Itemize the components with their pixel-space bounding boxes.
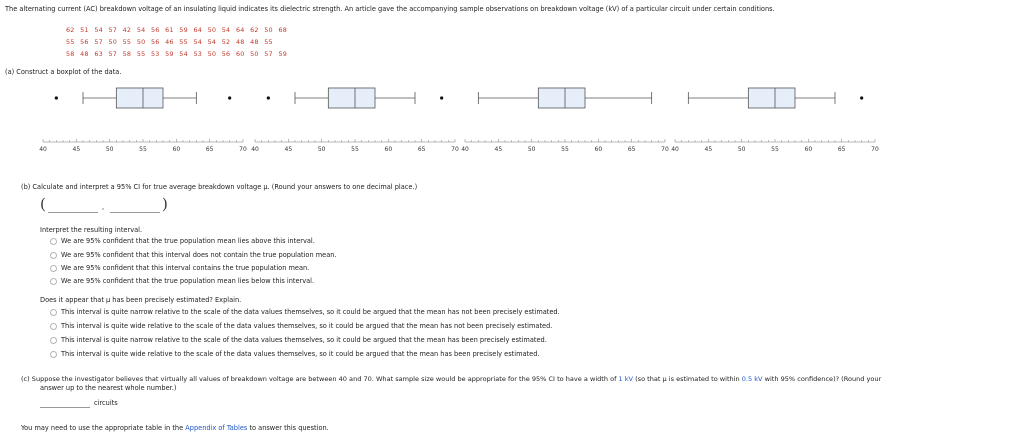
data-row: 58 48 63 57 58 55 53 59 54 53 50 56 60 50 57 59 bbox=[66, 50, 287, 58]
radio-button[interactable] bbox=[50, 323, 57, 330]
ci-close-paren: ) bbox=[162, 195, 168, 213]
outlier-point bbox=[440, 96, 443, 99]
tick-label: 50 bbox=[105, 146, 114, 153]
tick-label: 70 bbox=[871, 146, 879, 153]
part-c-question: (c) Suppose the investigator believes that virtually all values of breakdown voltage are between 40 and 70. What sample size would be appropriate for the 95% CI to have a width of 1 kV (so that μ is estimated to within 0.5 kV with 95% confidence)? (Round your bbox=[21, 375, 882, 383]
box-iqr bbox=[538, 88, 585, 108]
footer-note: You may need to use the appropriate table in the Appendix of Tables to answer this question. bbox=[21, 424, 329, 432]
tick-label: 45 bbox=[494, 146, 503, 153]
boxplot-option-2[interactable] bbox=[252, 72, 462, 162]
tick-label: 45 bbox=[284, 146, 293, 153]
radio-button[interactable] bbox=[50, 309, 57, 316]
tick-label: 70 bbox=[239, 146, 247, 153]
tick-label: 55 bbox=[139, 146, 147, 153]
precise-option-2[interactable]: This interval is quite wide relative to the scale of the data values themselves, so it could be argued that the mean has not been precisely estimated. bbox=[50, 322, 552, 330]
outlier-point bbox=[55, 96, 58, 99]
radio-button[interactable] bbox=[50, 265, 57, 272]
data-row: 62 51 54 57 42 54 56 61 59 64 50 54 64 62 50 68 bbox=[66, 26, 287, 34]
interpret-label: Interpret the resulting interval. bbox=[40, 226, 143, 234]
tick-label: 60 bbox=[172, 146, 181, 153]
tick-label: 65 bbox=[627, 146, 636, 153]
boxplot-option-3[interactable] bbox=[462, 72, 672, 162]
tick-label: 55 bbox=[351, 146, 359, 153]
tick-label: 40 bbox=[461, 146, 469, 153]
radio-button[interactable] bbox=[50, 238, 57, 245]
interpret-option-1[interactable]: We are 95% confident that the true population mean lies above this interval. bbox=[50, 237, 315, 245]
tick-label: 60 bbox=[804, 146, 813, 153]
radio-button[interactable] bbox=[50, 278, 57, 285]
tick-label: 65 bbox=[417, 146, 426, 153]
ci-comma: , bbox=[102, 203, 105, 211]
ci-upper-input[interactable] bbox=[110, 203, 160, 213]
tick-label: 65 bbox=[205, 146, 214, 153]
interpret-option-4[interactable]: We are 95% confident that the true population mean lies below this interval. bbox=[50, 277, 314, 285]
outlier-point bbox=[228, 96, 231, 99]
tick-label: 40 bbox=[251, 146, 259, 153]
interpret-option-2[interactable]: We are 95% confident that this interval does not contain the true population mean. bbox=[50, 251, 337, 259]
within-value: 0.5 kV bbox=[741, 375, 763, 383]
radio-button[interactable] bbox=[50, 351, 57, 358]
part-b-label: (b) Calculate and interpret a 95% CI for true average breakdown voltage μ. (Round your answers to one decimal place.) bbox=[21, 183, 418, 191]
tick-label: 70 bbox=[661, 146, 669, 153]
ci-open-paren: ( bbox=[40, 195, 46, 213]
outlier-point bbox=[860, 96, 863, 99]
box-iqr bbox=[748, 88, 795, 108]
tick-label: 65 bbox=[837, 146, 846, 153]
part-c-instruction: answer up to the nearest whole number.) bbox=[40, 384, 177, 392]
tick-label: 70 bbox=[451, 146, 459, 153]
tick-label: 45 bbox=[704, 146, 713, 153]
tick-label: 40 bbox=[671, 146, 679, 153]
data-row: 55 56 57 50 55 50 56 46 55 54 54 52 48 48 55 bbox=[66, 38, 273, 46]
outlier-point bbox=[267, 96, 270, 99]
boxplot-option-4[interactable] bbox=[672, 72, 882, 162]
precise-option-1[interactable]: This interval is quite narrow relative to the scale of the data values themselves, so it could be argued that the mean has not been precisely estimated. bbox=[50, 308, 560, 316]
tick-label: 55 bbox=[771, 146, 779, 153]
part-a-label: (a) Construct a boxplot of the data. bbox=[5, 68, 122, 76]
precise-option-4[interactable]: This interval is quite wide relative to the scale of the data values themselves, so it could be argued that the mean has been precisely estimated. bbox=[50, 350, 539, 358]
tick-label: 55 bbox=[561, 146, 569, 153]
tick-label: 45 bbox=[72, 146, 81, 153]
tick-label: 50 bbox=[317, 146, 326, 153]
box-iqr bbox=[116, 88, 163, 108]
ci-lower-input[interactable] bbox=[48, 203, 98, 213]
unit-label: circuits bbox=[94, 399, 118, 407]
box-iqr bbox=[328, 88, 375, 108]
tick-label: 60 bbox=[594, 146, 603, 153]
precise-option-3[interactable]: This interval is quite narrow relative to the scale of the data values themselves, so it could be argued that the mean has been precisely estimated. bbox=[50, 336, 547, 344]
problem-intro: The alternating current (AC) breakdown voltage of an insulating liquid indicates its dielectric strength. An article gave the accompanying sample observations on breakdown voltage (kV) of a particular circuit under certain conditions. bbox=[5, 5, 775, 13]
sample-size-input[interactable] bbox=[40, 398, 90, 408]
tick-label: 40 bbox=[39, 146, 47, 153]
appendix-link[interactable]: Appendix of Tables bbox=[185, 424, 248, 432]
tick-label: 50 bbox=[737, 146, 746, 153]
tick-label: 60 bbox=[384, 146, 393, 153]
boxplot-option-1[interactable] bbox=[40, 72, 250, 162]
width-value: 1 kV bbox=[618, 375, 634, 383]
precise-label: Does it appear that μ has been precisely estimated? Explain. bbox=[40, 296, 242, 304]
interpret-option-3[interactable]: We are 95% confident that this interval contains the true population mean. bbox=[50, 264, 309, 272]
radio-button[interactable] bbox=[50, 252, 57, 259]
radio-button[interactable] bbox=[50, 337, 57, 344]
tick-label: 50 bbox=[527, 146, 536, 153]
